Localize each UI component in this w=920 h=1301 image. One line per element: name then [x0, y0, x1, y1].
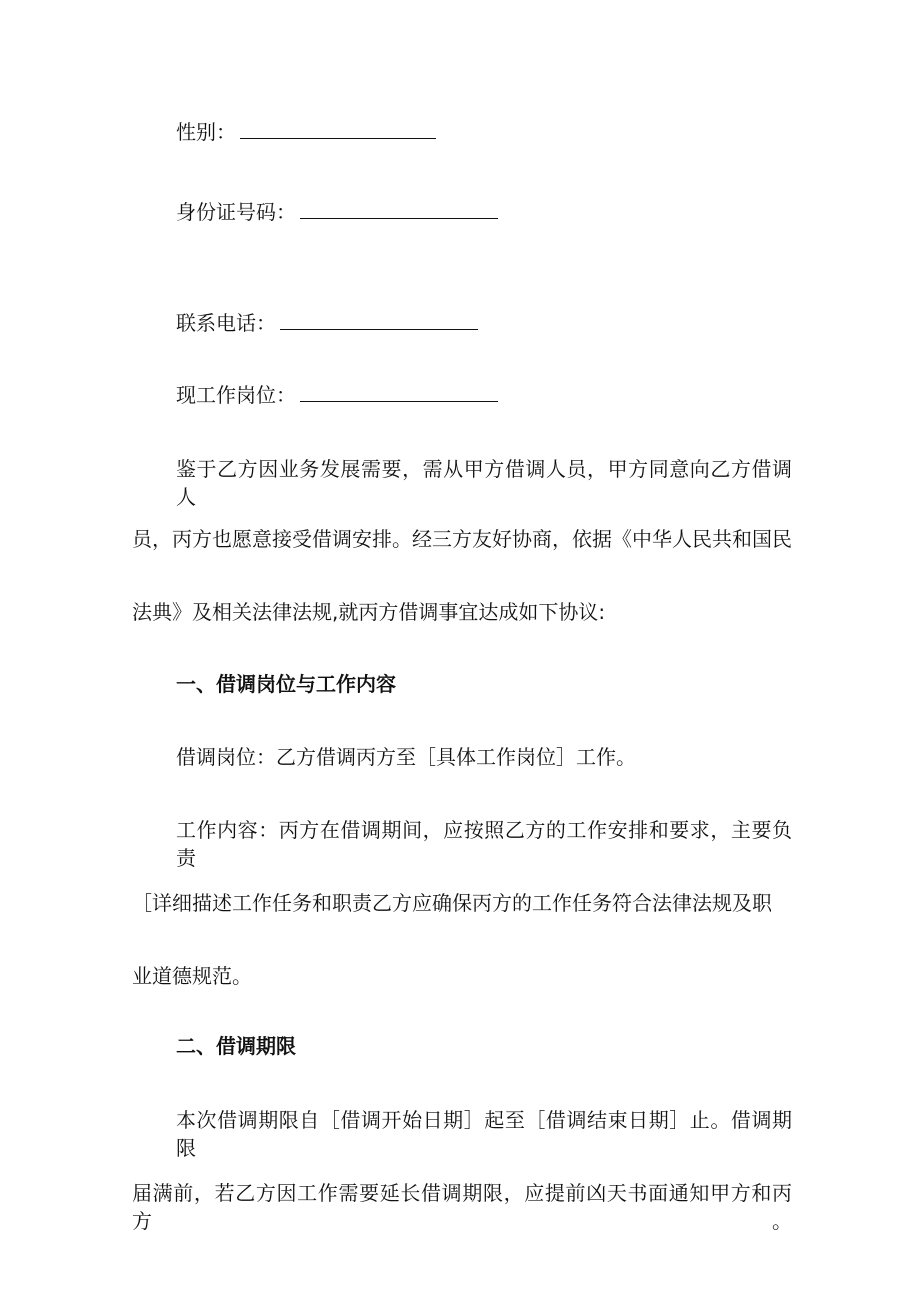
blank-line: [280, 309, 478, 330]
field-gender: [176, 118, 436, 146]
field-id-number: [176, 198, 498, 226]
blank-line: [240, 118, 436, 139]
field-label: 现工作岗位：: [176, 383, 296, 407]
section2-heading: 二、借调期限: [176, 1034, 296, 1058]
intro-line-2: 员，丙方也愿意接受借调安排。经三方友好协商，依据《中华人民共和国民: [132, 527, 792, 551]
field-label: 身份证号码：: [176, 200, 296, 224]
field-current-position: [176, 381, 498, 409]
section1-content-line-2: ［详细描述工作任务和职责乙方应确保丙方的工作任务符合法律法规及职: [132, 891, 772, 915]
section1-heading: 一、借调岗位与工作内容: [176, 672, 396, 696]
section1-content-line-1: 工作内容：丙方在借调期间，应按照乙方的工作安排和要求，主要负责: [176, 818, 792, 870]
section1-content-line-3: 业道德规范。: [132, 964, 252, 988]
field-label: 性别：: [176, 120, 236, 144]
intro-line-1: 鉴于乙方因业务发展需要，需从甲方借调人员，甲方同意向乙方借调人: [176, 457, 792, 509]
field-phone: [176, 309, 478, 337]
section2-line-2: 届满前，若乙方因工作需要延长借调期限，应提前凶天书面通知甲方和丙方。: [132, 1181, 792, 1233]
intro-line-3: 法典》及相关法律法规,就丙方借调事宜达成如下协议:: [132, 600, 606, 624]
field-label: 联系电话：: [176, 311, 276, 335]
blank-line: [300, 198, 498, 219]
section1-position: 借调岗位：乙方借调丙方至［具体工作岗位］工作。: [176, 745, 636, 769]
blank-line: [300, 381, 498, 402]
section2-line-1: 本次借调期限自［借调开始日期］起至［借调结束日期］止。借调期限: [176, 1108, 792, 1160]
